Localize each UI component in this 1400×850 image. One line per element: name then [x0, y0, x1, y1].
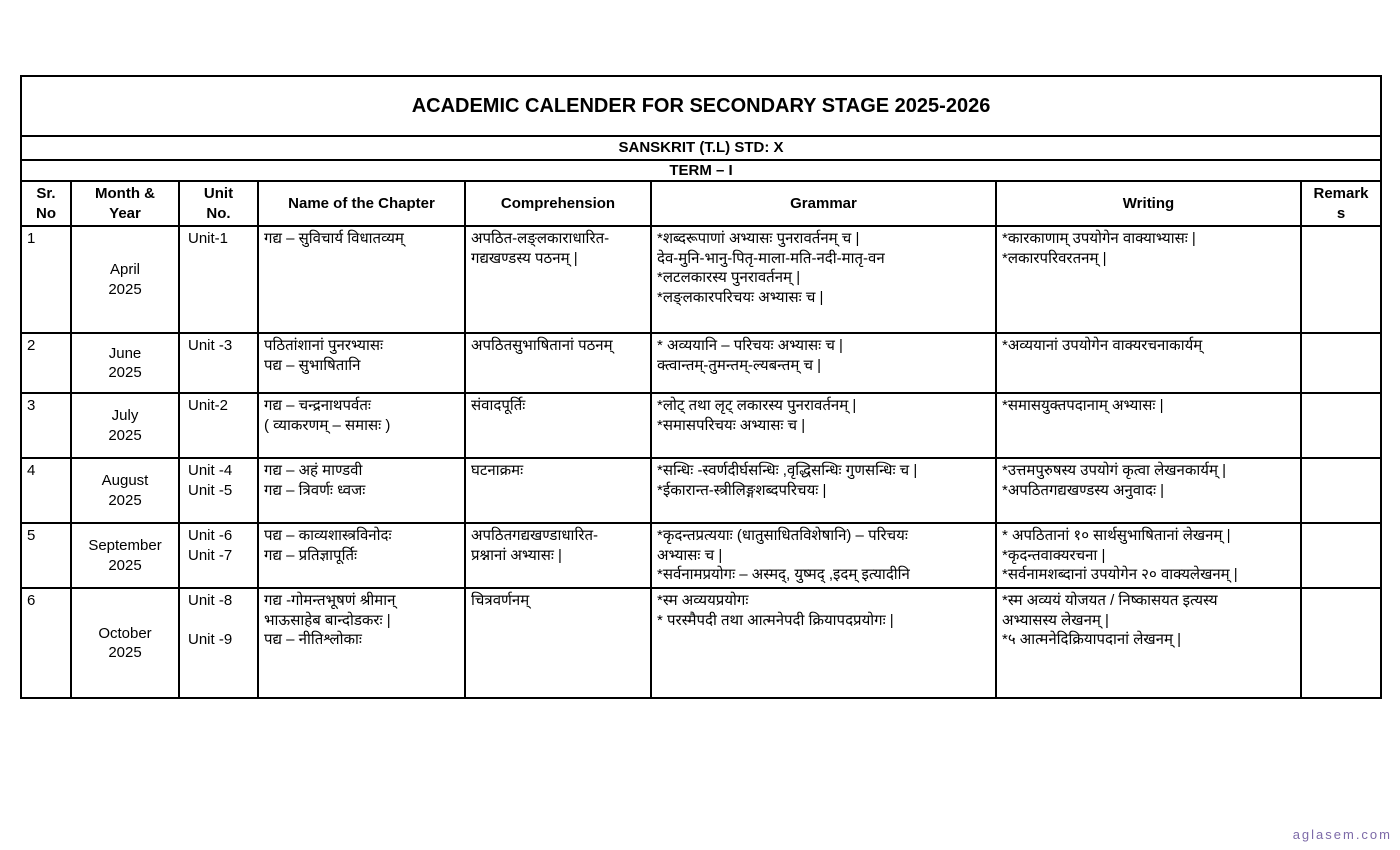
cell-remarks [1301, 458, 1381, 523]
cell-unit-no: Unit -8 Unit -9 [179, 588, 258, 698]
cell-comprehension: चित्रवर्णनम् [465, 588, 651, 698]
cell-writing: * अपठितानां १० सार्थसुभाषितानां लेखनम् | *कृदन्तवाक्यरचना | *सर्वनामशब्दानां उपयोगेन २० वाक्यलेखनम् | [996, 523, 1301, 588]
page-title: ACADEMIC CALENDER FOR SECONDARY STAGE 2025-2026 [21, 76, 1381, 136]
cell-comprehension: अपठितगद्यखण्डाधारित- प्रश्नानां अभ्यासः | [465, 523, 651, 588]
cell-unit-no: Unit -6 Unit -7 [179, 523, 258, 588]
col-header-chapter-name: Name of the Chapter [258, 181, 465, 226]
cell-sr-no: 3 [21, 393, 71, 458]
col-header-unit-no: Unit No. [179, 181, 258, 226]
watermark-text: aglasem.com [1292, 827, 1392, 842]
table-row [21, 393, 1381, 458]
cell-remarks [1301, 588, 1381, 698]
cell-chapter-name: गद्य – सुविचार्य विधातव्यम् [258, 226, 465, 333]
table-row [21, 588, 1381, 698]
cell-writing: *अव्ययानां उपयोगेन वाक्यरचनाकार्यम् [996, 333, 1301, 393]
cell-chapter-name: गद्य – अहं माण्डवी गद्य – त्रिवर्णः ध्वजः [258, 458, 465, 523]
subject-line: SANSKRIT (T.L) STD: X [21, 136, 1381, 160]
term-row [21, 160, 1381, 182]
table-row [21, 226, 1381, 333]
cell-sr-no: 4 [21, 458, 71, 523]
cell-grammar: *सन्धिः -स्वर्णदीर्घसन्धिः ,वृद्धिसन्धिः गुणसन्धिः च | *ईकारान्त-स्त्रीलिङ्गशब्दपरिचयः | [651, 458, 996, 523]
col-header-month-year: Month & Year [71, 181, 179, 226]
cell-grammar: * अव्ययानि – परिचयः अभ्यासः च | क्त्वान्तम्-तुमन्तम्-ल्यबन्तम् च | [651, 333, 996, 393]
cell-chapter-name: गद्य – चन्द्रनाथपर्वतः ( व्याकरणम् – समासः ) [258, 393, 465, 458]
cell-grammar: *शब्दरूपाणां अभ्यासः पुनरावर्तनम् च | देव-मुनि-भानु-पितृ-माला-मति-नदी-मातृ-वन *लटलकारस्य पुनरावर्तनम् | *लङ्लकारपरिचयः अभ्यासः च | [651, 226, 996, 333]
cell-comprehension: घटनाक्रमः [465, 458, 651, 523]
cell-remarks [1301, 393, 1381, 458]
cell-comprehension: अपठित-लङ्लकाराधारित- गद्यखण्डस्य पठनम् | [465, 226, 651, 333]
cell-chapter-name: गद्य -गोमन्तभूषणं श्रीमान् भाऊसाहेब बान्दोडकरः | पद्य – नीतिश्लोकाः [258, 588, 465, 698]
cell-writing: *उत्तमपुरुषस्य उपयोगं कृत्वा लेखनकार्यम् | *अपठितगद्यखण्डस्य अनुवादः | [996, 458, 1301, 523]
col-header-grammar: Grammar [651, 181, 996, 226]
cell-unit-no: Unit -3 [179, 333, 258, 393]
cell-grammar: *कृदन्तप्रत्ययाः (धातुसाधितविशेषानि) – परिचयः अभ्यासः च | *सर्वनामप्रयोगः – अस्मद्, युष्मद् ,इदम् इत्यादीनि [651, 523, 996, 588]
cell-remarks [1301, 523, 1381, 588]
cell-chapter-name: पठितांशानां पुनरभ्यासः पद्य – सुभाषितानि [258, 333, 465, 393]
cell-sr-no: 2 [21, 333, 71, 393]
col-header-writing: Writing [996, 181, 1301, 226]
cell-writing: *स्म अव्ययं योजयत / निष्कासयत इत्यस्य अभ्यासस्य लेखनम् | *५ आत्मनेदिक्रियापदानां लेखनम् | [996, 588, 1301, 698]
academic-calendar-table [20, 75, 1382, 699]
col-header-comprehension: Comprehension [465, 181, 651, 226]
header-row [21, 181, 1381, 226]
cell-unit-no: Unit-1 [179, 226, 258, 333]
term-heading: TERM – I [21, 160, 1381, 182]
title-row [21, 76, 1381, 136]
cell-grammar: *लोट् तथा लृट् लकारस्य पुनरावर्तनम् | *समासपरिचयः अभ्यासः च | [651, 393, 996, 458]
col-header-sr-no: Sr. No [21, 181, 71, 226]
cell-month-year: June 2025 [71, 333, 179, 393]
cell-sr-no: 5 [21, 523, 71, 588]
cell-unit-no: Unit -4 Unit -5 [179, 458, 258, 523]
subtitle-row [21, 136, 1381, 160]
cell-writing: *कारकाणाम् उपयोगेन वाक्याभ्यासः | *लकारपरिवरतनम् | [996, 226, 1301, 333]
table-row [21, 333, 1381, 393]
cell-comprehension: अपठितसुभाषितानां पठनम् [465, 333, 651, 393]
cell-chapter-name: पद्य – काव्यशास्त्रविनोदः गद्य – प्रतिज्ञापूर्तिः [258, 523, 465, 588]
cell-sr-no: 6 [21, 588, 71, 698]
cell-writing: *समासयुक्तपदानाम् अभ्यासः | [996, 393, 1301, 458]
cell-month-year: August 2025 [71, 458, 179, 523]
cell-month-year: April 2025 [71, 226, 179, 333]
cell-remarks [1301, 333, 1381, 393]
cell-month-year: October 2025 [71, 588, 179, 698]
cell-remarks [1301, 226, 1381, 333]
cell-month-year: September 2025 [71, 523, 179, 588]
cell-sr-no: 1 [21, 226, 71, 333]
col-header-remarks: Remark s [1301, 181, 1381, 226]
cell-month-year: July 2025 [71, 393, 179, 458]
cell-grammar: *स्म अव्ययप्रयोगः * परस्मैपदी तथा आत्मनेपदी क्रियापदप्रयोगः | [651, 588, 996, 698]
cell-unit-no: Unit-2 [179, 393, 258, 458]
table-row [21, 458, 1381, 523]
cell-comprehension: संवादपूर्तिः [465, 393, 651, 458]
table-row [21, 523, 1381, 588]
